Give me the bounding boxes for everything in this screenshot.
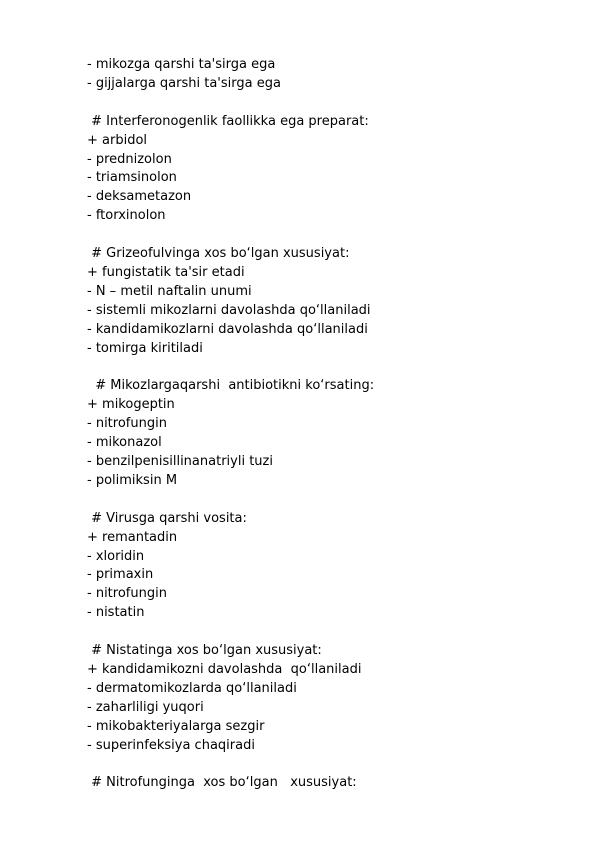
blank-line [87, 491, 600, 510]
question-text: # Virusga qarshi vosita: [87, 510, 247, 526]
answer-option: - tomirga kiritiladi [87, 340, 203, 356]
correct-answer: + arbidol [87, 132, 148, 148]
question-block [87, 642, 600, 755]
blank-line [87, 358, 600, 377]
intro-line: - mikozga qarshi ta'sirga ega [87, 57, 276, 72]
question-text: # Interferonogenlik faollikka ega preparat: [87, 113, 369, 129]
intro-line: - gijjalarga qarshi ta'sirga ega [87, 75, 281, 91]
answer-option: - sistemli mikozlarni davolashda qo‘llaniladi [87, 302, 371, 318]
question-text: # Mikozlargaqarshi antibiotikni ko‘rsating: [87, 378, 375, 394]
question-block [87, 113, 600, 226]
blank-line [87, 94, 600, 113]
question-block [87, 774, 600, 793]
answer-option: - dermatomikozlarda qo‘llaniladi [87, 680, 297, 696]
blank-line [87, 755, 600, 774]
answer-option: - superinfeksiya chaqiradi [87, 737, 255, 753]
answer-option: - polimiksin M [87, 472, 178, 488]
blank-line [87, 226, 600, 245]
answer-option: - benzilpenisillinanatriyli tuzi [87, 453, 273, 469]
question-text: # Grizeofulvinga xos bo‘lgan xususiyat: [87, 246, 350, 262]
answer-option: - primaxin [87, 567, 154, 583]
answer-option: - zaharliligi yuqori [87, 699, 204, 715]
answer-option: - nitrofungin [87, 586, 167, 602]
answer-option: - kandidamikozlarni davolashda qo‘llaniladi [87, 321, 368, 337]
correct-answer: + kandidamikozni davolashda qo‘llaniladi [87, 661, 362, 677]
answer-option: - ftorxinolon [87, 208, 166, 224]
correct-answer: + fungistatik ta'sir etadi [87, 264, 245, 280]
question-text: # Nitrofunginga xos bo‘lgan xususiyat: [87, 775, 357, 791]
answer-option: - nistatin [87, 605, 145, 621]
question-list [87, 94, 600, 793]
answer-option: - triamsinolon [87, 170, 177, 186]
question-block [87, 377, 600, 490]
answer-option: - deksametazon [87, 189, 192, 205]
question-text: # Nistatinga xos bo‘lgan xususiyat: [87, 643, 322, 659]
correct-answer: + remantadin [87, 529, 178, 545]
question-block [87, 245, 600, 358]
answer-option: - nitrofungin [87, 416, 167, 432]
answer-option: - prednizolon [87, 151, 172, 167]
intro-block [87, 56, 600, 94]
correct-answer: + mikogeptin [87, 397, 175, 413]
blank-line [87, 623, 600, 642]
answer-option: - mikonazol [87, 435, 162, 451]
answer-option: - xloridin [87, 548, 145, 564]
answer-option: - N – metil naftalin unumi [87, 283, 252, 299]
question-block [87, 510, 600, 623]
answer-option: - mikobakteriyalarga sezgir [87, 718, 265, 734]
